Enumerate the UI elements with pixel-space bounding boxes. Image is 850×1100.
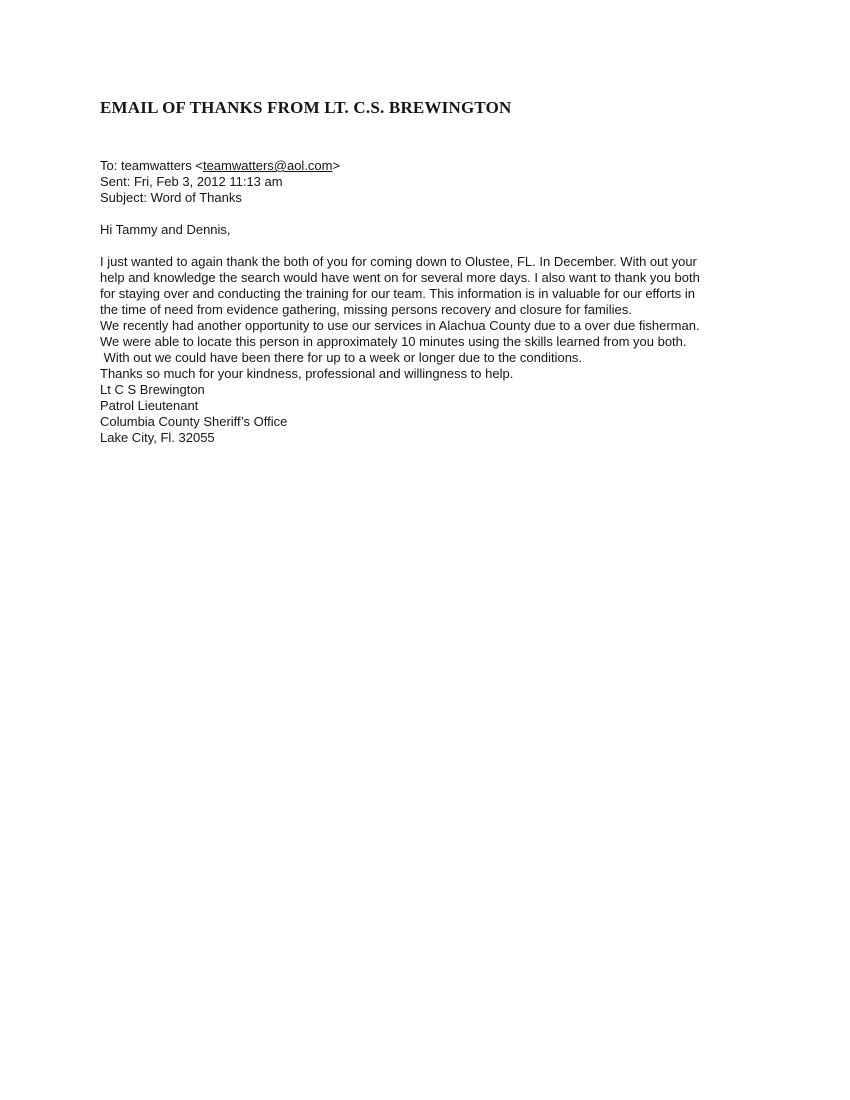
body-line: help and knowledge the search would have went on for several more days. I also want to thank you both: [100, 270, 700, 285]
sent-line: Sent: Fri, Feb 3, 2012 11:13 am: [100, 174, 283, 189]
body-line: We were able to locate this person in approximately 10 minutes using the skills learned from you both.: [100, 334, 687, 349]
body-line: the time of need from evidence gathering, missing persons recovery and closure for families.: [100, 302, 632, 317]
body-line: We recently had another opportunity to use our services in Alachua County due to a over due fisherman.: [100, 318, 700, 333]
signature-location: Lake City, Fl. 32055: [100, 430, 215, 445]
recipient-email-link[interactable]: teamwatters@aol.com: [202, 158, 333, 173]
body-line: Thanks so much for your kindness, professional and willingness to help.: [100, 366, 514, 381]
signature-name: Lt C S Brewington: [100, 382, 205, 397]
body-line: With out we could have been there for up to a week or longer due to the conditions.: [100, 350, 583, 365]
recipient-suffix: >: [332, 158, 341, 173]
email-body: [100, 254, 760, 446]
signature-organization: Columbia County Sheriff’s Office: [100, 414, 288, 429]
email-meta-block: [100, 158, 340, 206]
body-line: for staying over and conducting the training for our team. This information is in valuable for our efforts in: [100, 286, 695, 301]
document-title: EMAIL OF THANKS FROM LT. C.S. BREWINGTON: [100, 98, 512, 117]
recipient-line: [100, 158, 340, 174]
greeting: Hi Tammy and Dennis,: [100, 222, 231, 237]
subject-line: Subject: Word of Thanks: [100, 190, 242, 205]
recipient-prefix: To: teamwatters <: [100, 158, 203, 173]
signature-rank: Patrol Lieutenant: [100, 398, 199, 413]
body-line: I just wanted to again thank the both of you for coming down to Olustee, FL. In December. With out your: [100, 254, 697, 269]
